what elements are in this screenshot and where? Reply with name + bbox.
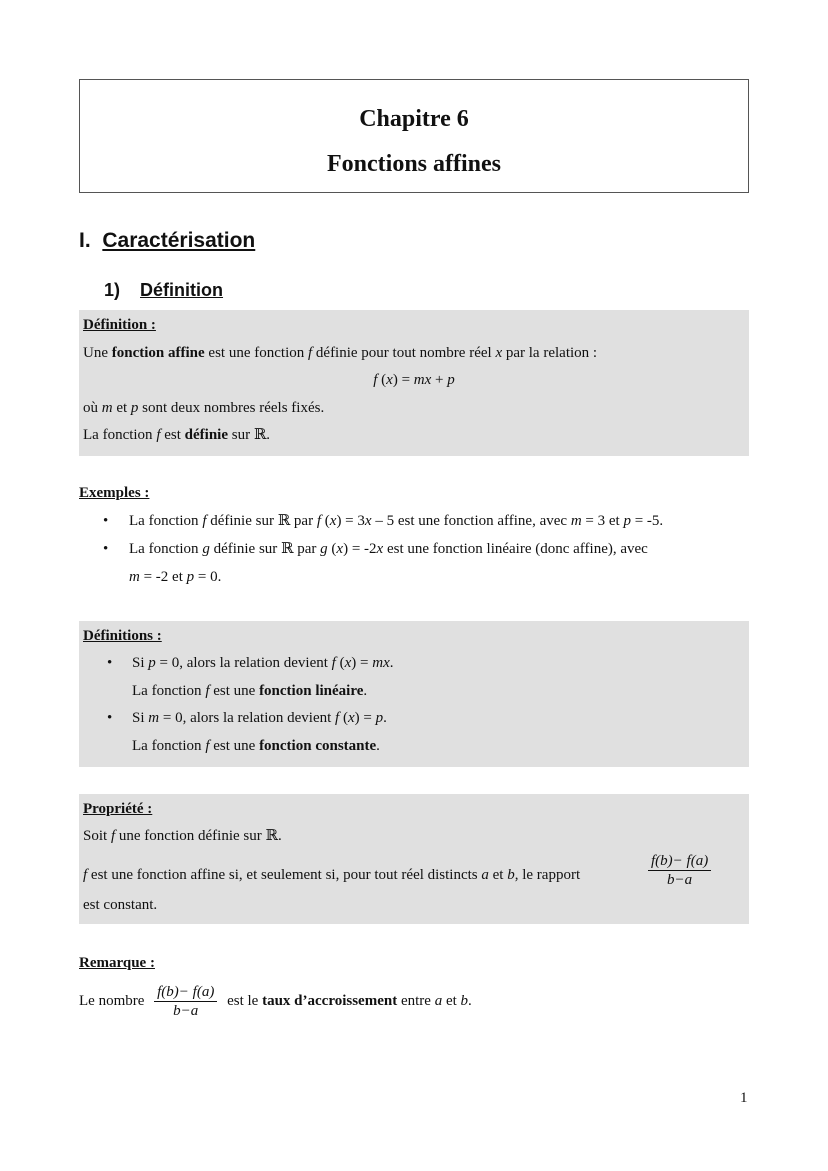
text-segment: définie: [184, 427, 228, 443]
text-segment: g: [202, 541, 210, 557]
text-segment: sur ℝ.: [228, 427, 271, 443]
definitions-item-continued: [132, 681, 367, 701]
text-segment: définie pour tout nombre réel: [312, 345, 496, 361]
text-segment: f: [316, 513, 322, 529]
text-segment: (: [377, 372, 387, 388]
bullet-icon: •: [107, 710, 113, 726]
text-segment: f: [110, 828, 116, 844]
definitions-item: [132, 653, 393, 673]
text-segment: La fonction: [129, 541, 203, 557]
text-segment: sont deux nombres réels fixés.: [138, 400, 325, 416]
definition-label: Définition :: [83, 317, 156, 333]
text-segment: fonction constante: [259, 738, 377, 754]
text-segment: mx: [372, 655, 390, 671]
text-segment: où: [83, 400, 102, 416]
subsection-heading: [104, 280, 223, 301]
text-segment: (: [327, 541, 337, 557]
remark-line: [79, 979, 472, 1023]
text-segment: x: [364, 513, 372, 529]
fraction-denominator: b−a: [667, 872, 693, 888]
rate-fraction: [648, 852, 711, 889]
text-segment: f: [335, 710, 340, 726]
definition-line: [83, 398, 324, 418]
text-segment: définie sur ℝ par: [206, 513, 317, 529]
remark-label: Remarque :: [79, 955, 155, 971]
text-segment: Le nombre: [79, 993, 145, 1009]
text-segment: b: [460, 993, 469, 1009]
text-segment: fonction linéaire: [259, 683, 364, 699]
text-segment: f: [205, 683, 210, 699]
property-box: [79, 794, 749, 924]
definition-line: [83, 343, 597, 363]
text-segment: f: [156, 427, 161, 443]
text-segment: fonction affine: [111, 345, 205, 361]
text-segment: p: [130, 400, 139, 416]
text-segment: .: [363, 683, 368, 699]
text-segment: f: [202, 513, 207, 529]
subsection-title: Définition: [140, 280, 224, 300]
text-segment: a: [434, 993, 443, 1009]
text-segment: x: [344, 655, 352, 671]
definitions-label: Définitions :: [83, 628, 162, 644]
text-segment: m: [101, 400, 113, 416]
text-segment: est constant.: [83, 897, 158, 913]
text-segment: .: [468, 993, 472, 1009]
examples-label: Exemples :: [79, 485, 150, 501]
chapter-number: Chapitre 6: [359, 106, 469, 132]
text-segment: .: [383, 710, 387, 726]
text-segment: est: [160, 427, 185, 443]
example-item-continued: [129, 567, 221, 587]
bullet-icon: •: [103, 541, 109, 557]
text-segment: x: [376, 541, 384, 557]
bullet-icon: •: [107, 655, 113, 671]
remark-text: [227, 993, 472, 1009]
text-segment: Une: [83, 345, 112, 361]
text-segment: une fonction définie sur ℝ.: [115, 828, 282, 844]
text-segment: La fonction: [129, 513, 203, 529]
text-segment: définie sur ℝ par: [209, 541, 321, 557]
text-segment: (: [321, 513, 330, 529]
text-segment: La fonction: [83, 427, 157, 443]
text-segment: x: [495, 345, 503, 361]
text-segment: = 0, alors la relation devient: [155, 655, 332, 671]
text-segment: et: [112, 400, 131, 416]
text-segment: = 0, alors la relation devient: [159, 710, 336, 726]
text-segment: f: [373, 372, 378, 388]
example-item: [129, 511, 663, 531]
text-segment: La fonction: [132, 683, 206, 699]
text-segment: ) =: [354, 710, 376, 726]
text-segment: La fonction: [132, 738, 206, 754]
text-segment: p: [375, 710, 384, 726]
text-segment: est une fonction: [204, 345, 308, 361]
text-segment: = 3 et: [581, 513, 624, 529]
text-segment: p: [623, 513, 631, 529]
text-segment: f: [205, 738, 210, 754]
text-segment: x: [336, 541, 344, 557]
remark-text: [79, 993, 144, 1009]
section-heading: [79, 229, 255, 253]
text-segment: p: [186, 569, 195, 585]
page-number: 1: [740, 1090, 748, 1106]
text-segment: est le: [227, 993, 263, 1009]
fraction-numerator: f(b)− f(a): [154, 983, 217, 1002]
text-segment: +: [431, 372, 448, 388]
text-segment: ) = -2: [343, 541, 377, 557]
example-item: [129, 539, 648, 559]
text-segment: a: [481, 867, 489, 883]
text-segment: Si: [132, 655, 149, 671]
text-segment: par la relation :: [502, 345, 598, 361]
text-segment: f: [83, 867, 88, 883]
property-line: [83, 826, 282, 846]
text-segment: Soit: [83, 828, 111, 844]
text-segment: (: [339, 710, 348, 726]
chapter-title: Fonctions affines: [327, 151, 501, 177]
property-line: [83, 895, 157, 915]
text-segment: x: [329, 513, 337, 529]
text-segment: entre: [397, 993, 435, 1009]
text-segment: ) =: [392, 372, 414, 388]
section-title: Caractérisation: [102, 229, 256, 252]
property-line: [83, 865, 580, 885]
definitions-item-continued: [132, 736, 380, 756]
definitions-item: [132, 708, 387, 728]
text-segment: est une fonction affine si, et seulement si, pour tout réel distincts: [87, 867, 482, 883]
text-segment: m: [570, 513, 582, 529]
text-segment: .: [389, 655, 394, 671]
definition-box: [79, 310, 749, 456]
text-segment: g: [320, 541, 328, 557]
text-segment: ) =: [351, 655, 373, 671]
chapter-title-box: [79, 79, 749, 193]
subsection-number: 1): [104, 280, 121, 300]
definitions-box: [79, 621, 749, 767]
text-segment: m: [129, 569, 140, 585]
text-segment: .: [376, 738, 380, 754]
text-segment: Si: [132, 710, 149, 726]
text-segment: est une: [209, 683, 260, 699]
text-segment: = -2 et: [139, 569, 187, 585]
text-segment: ) = 3: [336, 513, 365, 529]
text-segment: – 5 est une fonction affine, avec: [371, 513, 571, 529]
text-segment: mx: [413, 372, 432, 388]
fraction-numerator: f(b)− f(a): [648, 852, 711, 871]
text-segment: f: [331, 655, 336, 671]
text-segment: = 0.: [194, 569, 222, 585]
examples-block: [79, 483, 749, 593]
text-segment: x: [386, 372, 393, 388]
remark-block: [79, 953, 749, 1033]
rate-fraction: [154, 983, 217, 1020]
text-segment: f: [307, 345, 313, 361]
text-segment: = -5.: [630, 513, 664, 529]
text-segment: m: [148, 710, 160, 726]
text-segment: , le rapport: [514, 867, 581, 883]
definition-formula: [79, 370, 749, 390]
definition-line: [83, 425, 270, 445]
text-segment: p: [447, 372, 455, 388]
text-segment: (: [335, 655, 345, 671]
section-number: I.: [79, 229, 91, 252]
text-segment: b: [507, 867, 515, 883]
bullet-icon: •: [103, 513, 109, 529]
property-label: Propriété :: [83, 801, 153, 817]
text-segment: et: [488, 867, 508, 883]
text-segment: est une fonction linéaire (donc affine), avec: [383, 541, 648, 557]
text-segment: est une: [209, 738, 260, 754]
fraction-denominator: b−a: [173, 1003, 199, 1020]
text-segment: et: [442, 993, 461, 1009]
text-segment: x: [347, 710, 355, 726]
text-segment: p: [148, 655, 156, 671]
text-segment: taux d’accroissement: [262, 993, 398, 1009]
